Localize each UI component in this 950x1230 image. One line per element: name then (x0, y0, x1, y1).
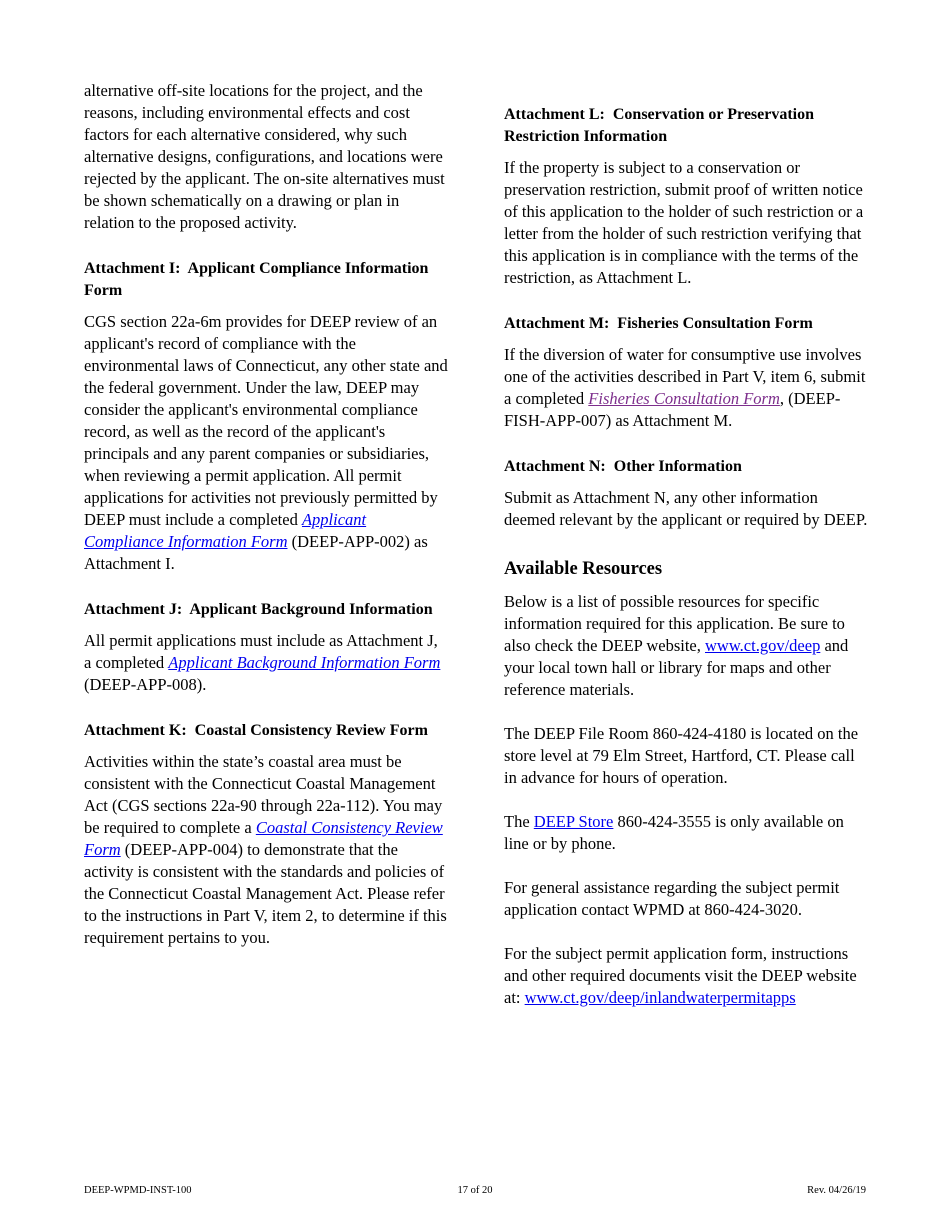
text-run: Attachment N: Other Information (504, 458, 742, 475)
text-run: CGS section 22a-6m provides for DEEP review of an applicant's record of compliance with the environmental laws of Connecticut, any other state and the federal government. Under the law, DEEP may consider the applicant's environmental compliance record, as well as the record of the applicant's principals and any parent companies or subsidiaries, when reviewing a permit application. All permit applications for activities not previously permitted by DEEP must include a completed (84, 312, 448, 529)
text-run: Attachment L: Conservation or Preservation Restriction Information (504, 106, 819, 145)
attachment-i-heading (84, 258, 448, 302)
text-run: Attachment I: Applicant Compliance Information Form (84, 260, 433, 299)
page-footer (84, 1184, 866, 1198)
text-run: Available Resources (504, 559, 663, 579)
attachment-l-heading (504, 104, 868, 148)
text-run: If the property is subject to a conservation or preservation restriction, submit proof of written notice of this application to the holder of such restriction or a letter from the holder of such restriction verifying that this application is in compliance with the terms of the restriction, as Attachment L. (504, 158, 864, 287)
text-run: The (504, 812, 534, 831)
fisheries-consultation-form-link[interactable]: Fisheries Consultation Form (588, 389, 780, 408)
text-run: (DEEP-APP-004) to demonstrate that the activity is consistent with the standards and policies of the Connecticut Coastal Management Act. Please refer to the instructions in Part V, item 2, to determine if this requirement pertains to you. (84, 840, 447, 947)
resources-intro-paragraph (504, 591, 868, 701)
text-run: Attachment M: Fisheries Consultation Form (504, 315, 813, 332)
attachment-i-paragraph (84, 311, 448, 575)
text-run: All permit applications must include as Attachment J, a completed (84, 631, 438, 672)
text-run: , (DEEP-FISH-APP-007) as Attachment M. (504, 389, 841, 430)
available-resources-heading (504, 557, 868, 581)
text-run: The DEEP File Room 860-424-4180 is located on the store level at 79 Elm Street, Hartford, CT. Please call in advance for hours of operation. (504, 724, 859, 787)
deep-store-paragraph (504, 811, 868, 855)
text-run: 860-424-3555 is only available on line or by phone. (504, 812, 844, 853)
alternatives-continuation-paragraph (84, 80, 448, 234)
permit-application-website-paragraph (504, 943, 868, 1009)
text-run: For general assistance regarding the subject permit application contact WPMD at 860-424-3020. (504, 878, 840, 919)
footer-page-number: 17 of 20 (457, 1185, 493, 1196)
text-run: Below is a list of possible resources for specific information required for this application. Be sure to also check the DEEP website, (504, 592, 845, 655)
general-assistance-paragraph (504, 877, 868, 921)
attachment-m-paragraph (504, 344, 868, 432)
attachment-n-heading (504, 456, 868, 478)
footer-revision-date: Rev. 04/26/19 (807, 1185, 866, 1196)
text-run: Attachment K: Coastal Consistency Review Form (84, 722, 428, 739)
attachment-k-heading (84, 720, 448, 742)
deep-file-room-paragraph (504, 723, 868, 789)
footer-document-number: DEEP-WPMD-INST-100 (84, 1185, 192, 1196)
text-run: If the diversion of water for consumptive use involves one of the activities described in Part V, item 6, submit a completed (504, 345, 866, 408)
text-run: For the subject permit application form, instructions and other required documents visit the DEEP website at: (504, 944, 857, 1007)
text-run: and your local town hall or library for maps and other reference materials. (504, 636, 849, 699)
attachment-j-paragraph (84, 630, 448, 696)
coastal-consistency-form-link[interactable]: Coastal Consistency Review Form (84, 818, 443, 859)
attachment-m-heading (504, 313, 868, 335)
attachment-n-paragraph (504, 487, 868, 531)
text-run: Activities within the state’s coastal area must be consistent with the Connecticut Coastal Management Act (CGS sections 22a-90 through 22a-112). You may be required to complete a (84, 752, 443, 837)
text-run: Submit as Attachment N, any other information deemed relevant by the applicant or required by DEEP. (504, 488, 868, 529)
applicant-background-form-link[interactable]: Applicant Background Information Form (168, 653, 441, 672)
text-run: (DEEP-APP-008). (84, 675, 207, 694)
text-run: alternative off-site locations for the project, and the reasons, including environmental effects and cost factors for each alternative considered, why such alternative designs, configurations, and locations were rejected by the applicant. The on-site alternatives must be shown schematically on a drawing or plan in relation to the proposed activity. (84, 81, 445, 232)
text-run: (DEEP-APP-002) as Attachment I. (84, 532, 428, 573)
inland-water-permit-apps-link[interactable]: www.ct.gov/deep/inlandwaterpermitapps (524, 988, 796, 1007)
attachment-l-paragraph (504, 157, 868, 289)
left-column (84, 80, 448, 971)
deep-store-link[interactable]: DEEP Store (533, 812, 614, 831)
attachment-k-paragraph (84, 751, 448, 949)
ct-gov-deep-link[interactable]: www.ct.gov/deep (705, 636, 821, 655)
text-run: Attachment J: Applicant Background Information (84, 601, 433, 618)
attachment-j-heading (84, 599, 448, 621)
applicant-compliance-form-link[interactable]: Applicant Compliance Information Form (84, 510, 367, 551)
right-column (504, 80, 868, 1031)
